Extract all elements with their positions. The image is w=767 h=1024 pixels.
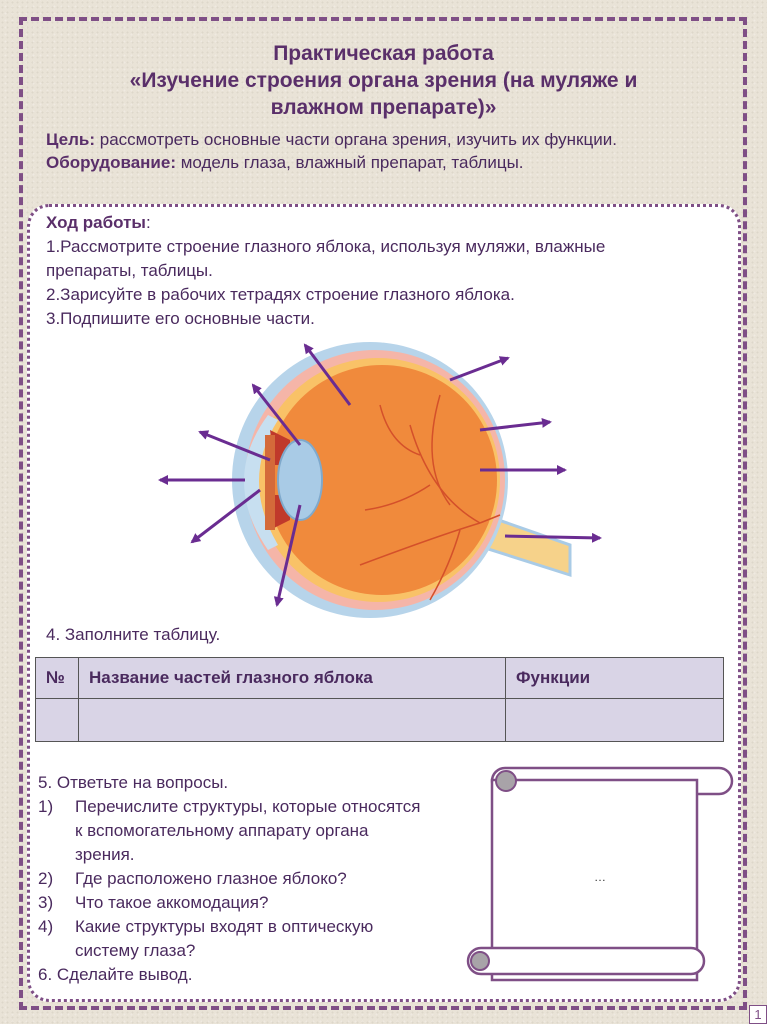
question-2-number: 2)	[38, 869, 54, 888]
step-3: 3.Подпишите его основные части.	[46, 309, 315, 328]
step-2: 2.Зарисуйте в рабочих тетрадях строение глазного яблока.	[46, 285, 515, 304]
title-line-2: «Изучение строения органа зрения (на муляже и	[129, 69, 638, 92]
arrow-2	[450, 358, 508, 380]
question-4	[38, 915, 488, 963]
table-header-row	[36, 658, 724, 699]
question-2	[38, 867, 488, 891]
question-4-line-1: Какие структуры входят в оптическую	[75, 917, 374, 936]
question-1-text	[75, 795, 488, 867]
header-functions: Функции	[506, 658, 724, 699]
question-1-line-1: Перечислите структуры, которые относятся	[75, 797, 421, 816]
header-number: №	[36, 658, 79, 699]
step-1-line-1: 1.Рассмотрите строение глазного яблока, используя муляжи, влажные	[46, 237, 606, 256]
question-4-text	[75, 915, 488, 963]
goal-label: Цель:	[46, 130, 95, 149]
goal-line	[46, 128, 746, 151]
cell-part-name[interactable]	[79, 699, 506, 742]
cell-functions[interactable]	[506, 699, 724, 742]
eyeball-diagram	[150, 335, 620, 625]
goal-section	[46, 128, 746, 174]
steps-heading	[46, 211, 726, 235]
question-3-number: 3)	[38, 893, 54, 912]
question-1-line-3: зрения.	[75, 845, 135, 864]
equipment-label: Оборудование:	[46, 153, 176, 172]
conclusion: 6. Сделайте вывод.	[38, 965, 193, 984]
steps-heading-colon: :	[145, 213, 151, 232]
steps-section	[46, 211, 726, 331]
question-1-number: 1)	[38, 797, 54, 816]
question-3	[38, 891, 488, 915]
question-3-text: Что такое аккомодация?	[75, 893, 269, 912]
parts-table	[35, 657, 724, 742]
header-part-name: Название частей глазного яблока	[79, 658, 506, 699]
page-header	[0, 40, 767, 121]
equipment-line	[46, 151, 746, 174]
questions-section	[38, 771, 488, 987]
equipment-text: модель глаза, влажный препарат, таблицы.	[180, 153, 524, 172]
goal-text: рассмотреть основные части органа зрения, изучить их функции.	[99, 130, 617, 149]
question-4-number: 4)	[38, 917, 54, 936]
question-1-line-2: к вспомогательному аппарату органа	[75, 821, 369, 840]
step-4: 4. Заполните таблицу.	[46, 625, 221, 644]
title-line-3: влажном препарате)»	[270, 96, 497, 119]
question-1	[38, 795, 488, 867]
scroll-ellipsis: …	[594, 870, 606, 884]
ciliary-body	[265, 435, 275, 530]
page-number: 1	[749, 1005, 767, 1024]
cell-number[interactable]	[36, 699, 79, 742]
questions-intro: 5. Ответьте на вопросы.	[38, 773, 229, 792]
table-row	[36, 699, 724, 742]
question-2-text: Где расположено глазное яблоко?	[75, 869, 347, 888]
steps-heading-text: Ход работы	[46, 213, 146, 232]
title-line-1: Практическая работа	[273, 42, 494, 65]
arrow-8	[505, 536, 600, 538]
question-4-line-2: систему глаза?	[75, 941, 196, 960]
step-1-line-2: препараты, таблицы.	[46, 261, 213, 280]
